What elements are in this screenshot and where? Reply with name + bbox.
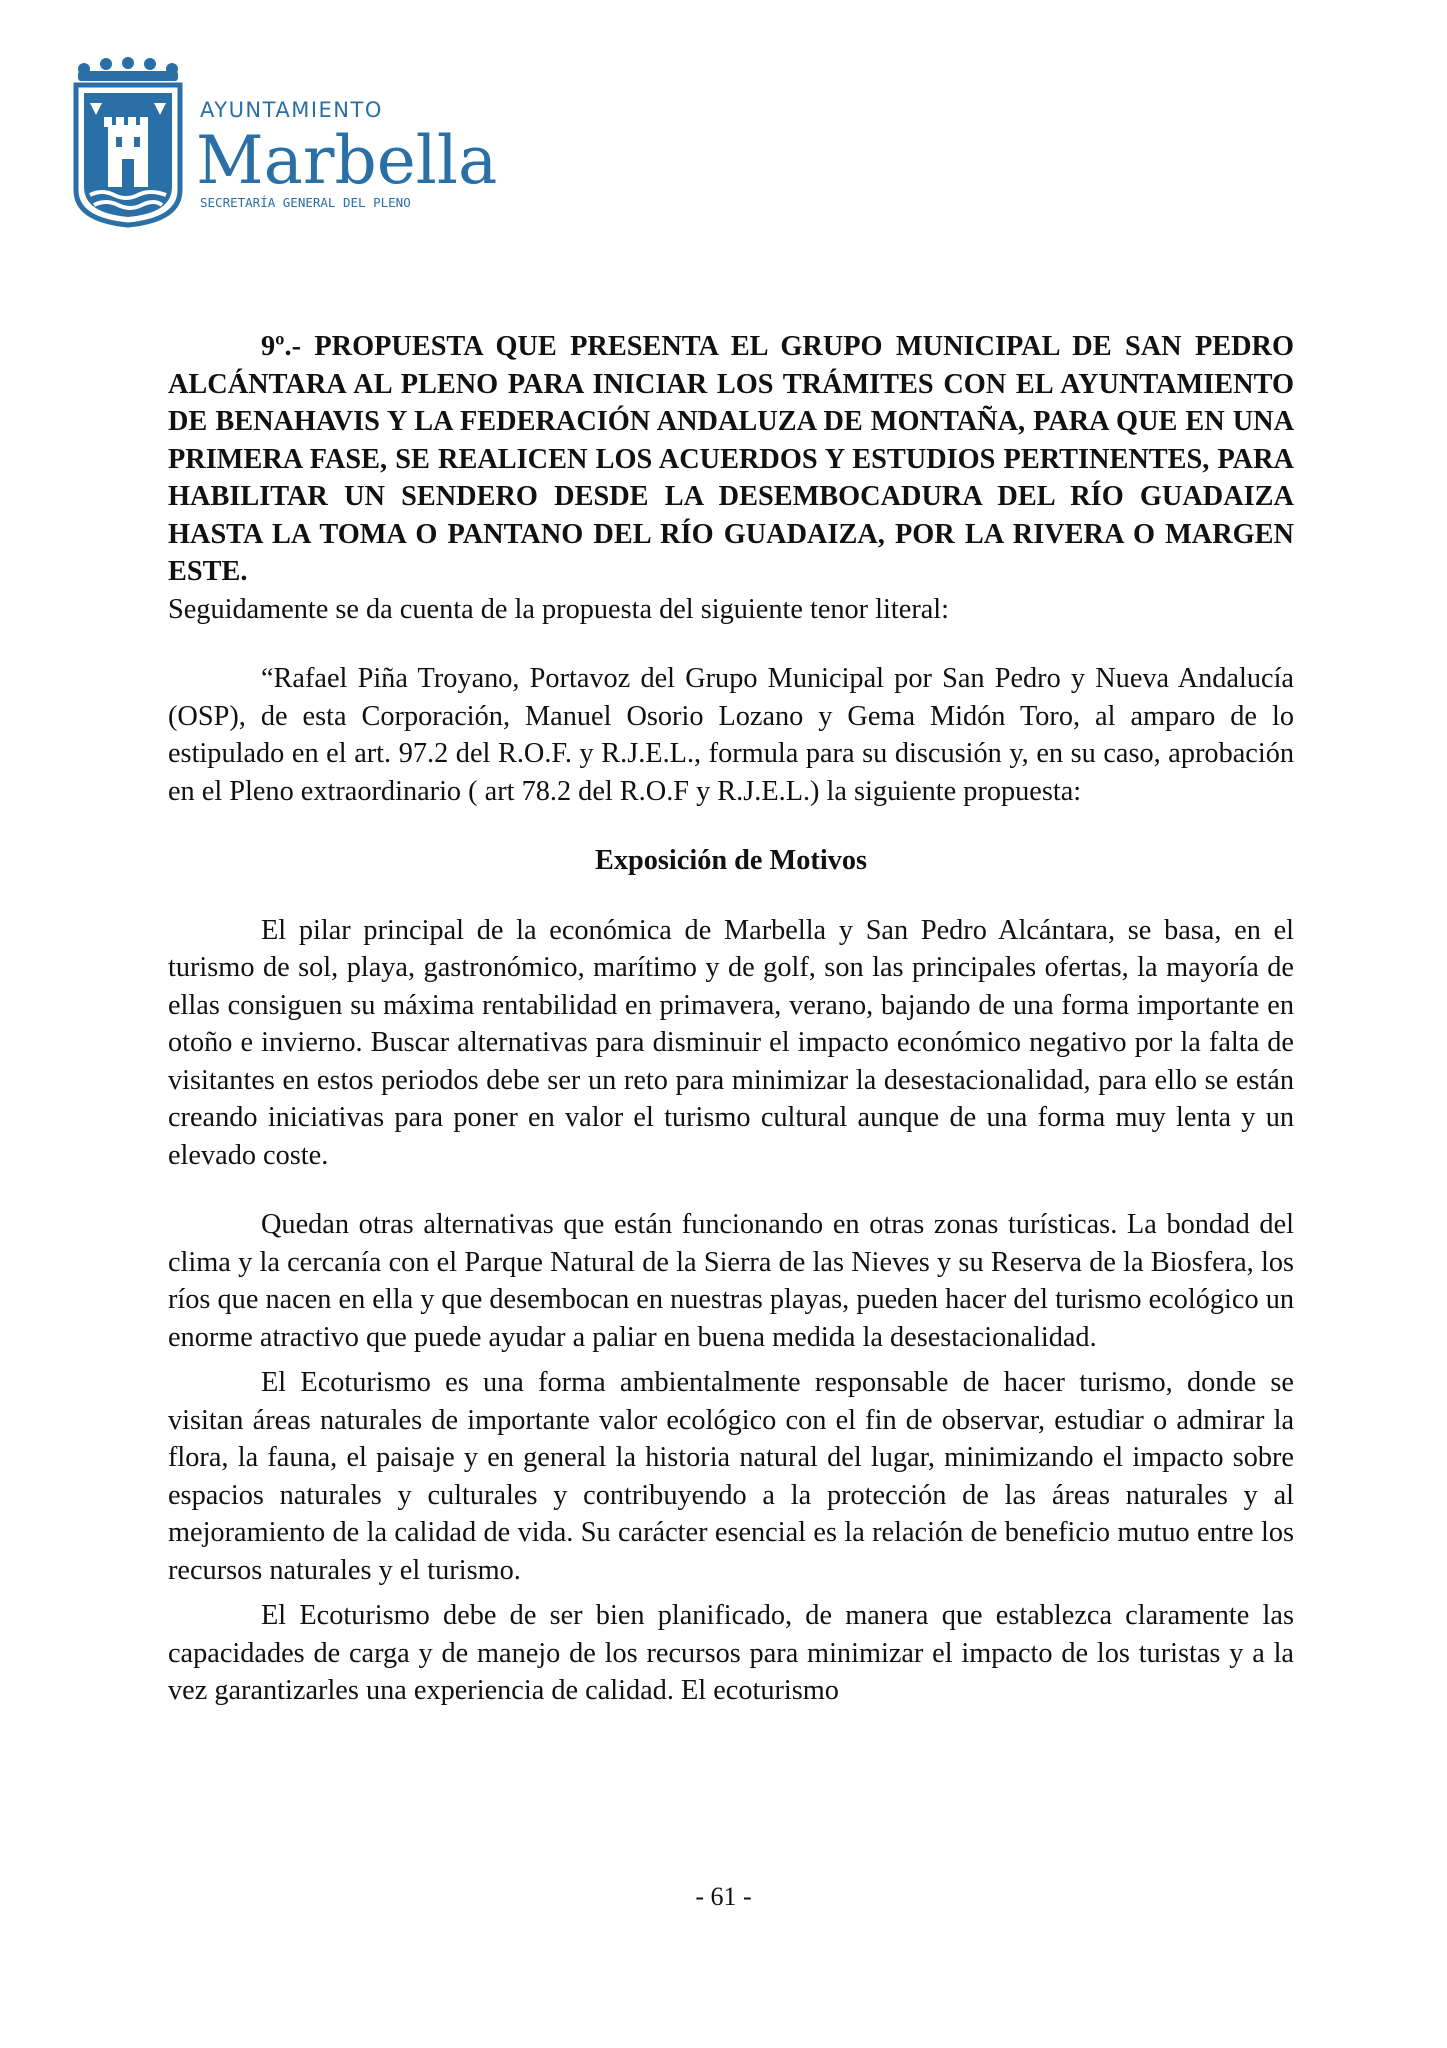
document-body	[168, 328, 1294, 1710]
paragraph-1: El pilar principal de la económica de Marbella y San Pedro Alcántara, se basa, en el turismo de sol, playa, gastronómico, marítimo y de golf, son las principales ofertas, la mayoría de ellas consiguen su máxima rentabilidad en primavera, verano, bajando de una forma importante en otoño e invierno. Buscar alternativas para disminuir el impacto económico negativo por la falta de visitantes en estos periodos debe ser un reto para minimizar la desestacionalidad, para ello se están creando iniciativas para poner en valor el turismo cultural aunque de una forma muy lenta y un elevado coste.	[168, 914, 1294, 1171]
logo-label-main: Marbella	[196, 122, 498, 199]
paragraph-2: Quedan otras alternativas que están funcionando en otras zonas turísticas. La bondad del clima y la cercanía con el Parque Natural de la Sierra de las Nieves y su Reserva de la Biosfera, los ríos que nacen en ella y que desembocan en nuestras playas, pueden hacer del turismo ecológico un enorme atractivo que puede ayudar a paliar en buena medida la desestacionalidad.	[168, 1209, 1294, 1353]
page-number: - 61 -	[695, 1882, 752, 1911]
proposal-intro: “Rafael Piña Troyano, Portavoz del Grupo Municipal por San Pedro y Nueva Andalucía (OSP), de esta Corporación, Manuel Osorio Lozano y Gema Midón Toro, al amparo de lo estipulado en el art. 97.2 del R.O.F. y R.J.E.L., formula para su discusión y, en su caso, aprobación en el Pleno extraordinario ( art 78.2 del R.O.F y R.J.E.L.) la siguiente propuesta:	[168, 663, 1294, 807]
paragraph-3: El Ecoturismo es una forma ambientalmente responsable de hacer turismo, donde se visitan áreas naturales de importante valor ecológico con el fin de observar, estudiar o admirar la flora, la fauna, el paisaje y en general la historia natural del lugar, minimizando el impacto sobre espacios naturales y culturales y contribuyendo a la protección de las áreas naturales y al mejoramiento de la calidad de vida. Su carácter esencial es la relación de beneficio mutuo entre los recursos naturales y el turismo.	[168, 1367, 1294, 1586]
agenda-item-heading: 9º.- PROPUESTA QUE PRESENTA EL GRUPO MUNICIPAL DE SAN PEDRO ALCÁNTARA AL PLENO PARA INICIAR LOS TRÁMITES CON EL AYUNTAMIENTO DE BENAHAVIS Y LA FEDERACIÓN ANDALUZA DE MONTAÑA, PARA QUE EN UNA PRIMERA FASE, SE REALICEN LOS ACUERDOS Y ESTUDIOS PERTINENTES, PARA HABILITAR UN SENDERO DESDE LA DESEMBOCADURA DEL RÍO GUADAIZA HASTA LA TOMA O PANTANO DEL RÍO GUADAIZA, POR LA RIVERA O MARGEN ESTE.	[168, 331, 1294, 587]
logo-label-bottom: SECRETARÍA GENERAL DEL PLENO	[200, 195, 411, 210]
logo-label-top: AYUNTAMIENTO	[200, 98, 383, 122]
heading-followup: Seguidamente se da cuenta de la propuesta del siguiente tenor literal:	[168, 593, 950, 625]
paragraph-4: El Ecoturismo debe de ser bien planificado, de manera que establezca claramente las capacidades de carga y de manejo de los recursos para minimizar el impacto de los turistas y a la vez garantizarles una experiencia de calidad. El ecoturismo	[168, 1600, 1294, 1706]
marbella-logo	[72, 55, 552, 230]
crown-icon	[78, 57, 178, 81]
section-title: Exposición de Motivos	[595, 845, 867, 876]
coat-of-arms-icon	[76, 85, 180, 225]
